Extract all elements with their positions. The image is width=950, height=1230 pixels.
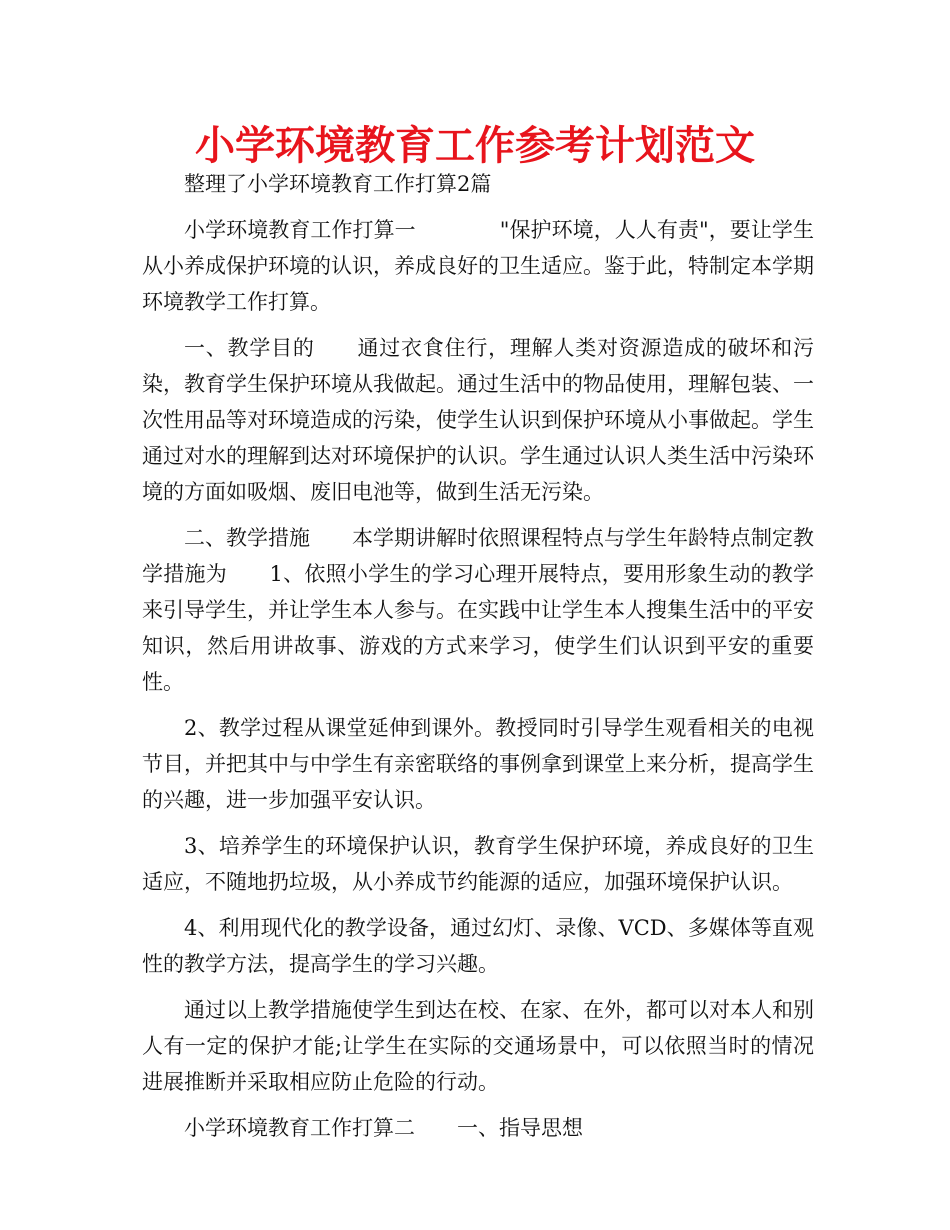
- paragraph-text: 4、利用现代化的教学设备，通过幻灯、录像、VCD、多媒体等直观性的教学方法，提高学生的学习兴趣。: [142, 916, 814, 976]
- paragraph-plan-two: [142, 1110, 814, 1146]
- paragraph-intro: [142, 166, 814, 202]
- paragraph-lead: 二、教学措施: [184, 526, 310, 550]
- paragraph-measure-2: [142, 710, 814, 818]
- document-title: 小学环境教育工作参考计划范文: [195, 123, 755, 169]
- paragraph-text: "保护环境，人人有责"，要让学生从小养成保护环境的认识，养成良好的卫生适应。鉴于此，特制定本学期环境教学工作打算。: [142, 218, 815, 314]
- paragraph-lead: 一、教学目的: [184, 336, 315, 360]
- paragraph-lead: 小学环境教育工作打算一: [184, 218, 416, 242]
- paragraph-lead: 小学环境教育工作打算二: [184, 1116, 415, 1140]
- paragraph-measure-4: [142, 910, 814, 982]
- document-body: [142, 166, 814, 1156]
- paragraph-summary: [142, 992, 814, 1100]
- paragraph-text: 通过衣食住行，理解人类对资源造成的破坏和污染，教育学生保护环境从我做起。通过生活中的物品使用，理解包装、一次性用品等对环境造成的污染，使学生认识到保护环境从小事做起。学生通过对水的理解到达对环境保护的认识。学生通过认识人类生活中污染环境的方面如吸烟、废旧电池等，做到生活无污染。: [142, 336, 815, 504]
- paragraph-teaching-goal: [142, 330, 814, 510]
- paragraph-lead: 整理了小学环境教育工作打算2篇: [184, 172, 492, 196]
- paragraph-text: 2、教学过程从课堂延伸到课外。教授同时引导学生观看相关的电视节目，并把其中与中学生有亲密联络的事例拿到课堂上来分析，提高学生的兴趣，进一步加强平安认识。: [142, 716, 814, 812]
- paragraph-text: 本学期讲解时依照课程特点与学生年龄特点制定教学措施为 1、依照小学生的学习心理开展特点，要用形象生动的教学来引导学生，并让学生本人参与。在实践中让学生本人搜集生活中的平安知识，然后用讲故事、游戏的方式来学习，使学生们认识到平安的重要性。: [142, 526, 814, 694]
- paragraph-text: 通过以上教学措施使学生到达在校、在家、在外，都可以对本人和别人有一定的保护才能;让学生在实际的交通场景中，可以依照当时的情况进展推断并采取相应防止危险的行动。: [142, 998, 814, 1094]
- paragraph-text: 一、指导思想: [457, 1116, 583, 1140]
- paragraph-teaching-measures: [142, 520, 814, 700]
- paragraph-plan-one: [142, 212, 814, 320]
- paragraph-text: 3、培养学生的环境保护认识，教育学生保护环境，养成良好的卫生适应，不随地扔垃圾，从小养成节约能源的适应，加强环境保护认识。: [142, 834, 814, 894]
- paragraph-measure-3: [142, 828, 814, 900]
